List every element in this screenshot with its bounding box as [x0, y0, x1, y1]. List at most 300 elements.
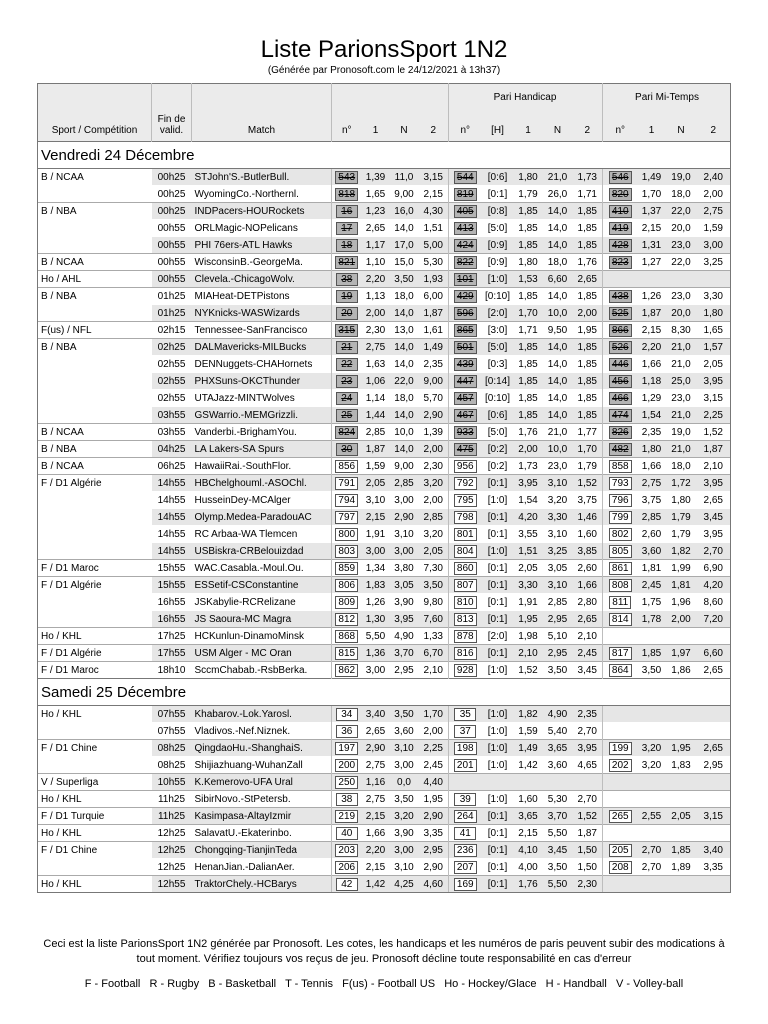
halftime-odd-n: 23,0	[666, 390, 697, 407]
handicap-number	[449, 526, 482, 543]
match-cell: Khabarov.-Lok.Yarosl.	[192, 706, 332, 723]
halftime-odd-1: 2,45	[638, 577, 666, 594]
table-row	[38, 305, 731, 322]
header-h-n: N	[543, 84, 573, 142]
table-row	[38, 424, 731, 441]
odd-2: 4,40	[419, 774, 449, 791]
halftime-odd-1: 3,50	[638, 662, 666, 679]
halftime-odd-2: 3,95	[697, 526, 731, 543]
handicap-odd-1: 1,85	[514, 390, 543, 407]
bet-number	[332, 662, 362, 679]
halftime-odd-n: 20,0	[666, 220, 697, 237]
handicap-odd-n: 21,0	[543, 169, 573, 186]
handicap-odd-n: 10,0	[543, 441, 573, 458]
handicap-odd-n: 14,0	[543, 203, 573, 220]
odd-2: 2,35	[419, 356, 449, 373]
handicap-number-box: 819	[454, 188, 477, 201]
handicap-odd-2: 1,85	[573, 390, 603, 407]
handicap-number	[449, 740, 482, 757]
handicap-number-box: 792	[454, 477, 477, 490]
odd-n: 3,90	[390, 825, 419, 842]
bet-number	[332, 740, 362, 757]
bet-number	[332, 645, 362, 662]
halftime-odd-n: 1,85	[666, 842, 697, 859]
handicap-odd-n: 5,40	[543, 723, 573, 740]
odd-2: 3,20	[419, 526, 449, 543]
header-h-two: 2	[573, 84, 603, 142]
sport-cell: F / D1 Algérie	[38, 475, 152, 492]
handicap-odd-1: 1,85	[514, 407, 543, 424]
time-cell: 02h25	[152, 339, 192, 356]
halftime-odd-1: 1,78	[638, 611, 666, 628]
halftime-odd-2	[697, 791, 731, 808]
halftime-odd-n: 1,80	[666, 492, 697, 509]
halftime-number	[603, 859, 638, 876]
handicap-value: [1:0]	[482, 740, 514, 757]
odd-2: 9,00	[419, 373, 449, 390]
handicap-odd-1	[514, 774, 543, 791]
halftime-odd-n: 1,72	[666, 475, 697, 492]
sport-cell	[38, 373, 152, 390]
handicap-number	[449, 842, 482, 859]
handicap-number-box: 475	[454, 443, 477, 456]
handicap-value: [0:2]	[482, 441, 514, 458]
handicap-odd-2: 1,85	[573, 237, 603, 254]
odd-n: 17,0	[390, 237, 419, 254]
handicap-number	[449, 492, 482, 509]
match-cell: SalavatU.-Ekaterinbo.	[192, 825, 332, 842]
halftime-number-box: 546	[609, 171, 632, 184]
time-cell: 12h25	[152, 825, 192, 842]
match-cell: PHI 76ers-ATL Hawks	[192, 237, 332, 254]
handicap-number-box: 201	[454, 759, 477, 772]
time-cell: 18h10	[152, 662, 192, 679]
match-cell: QingdaoHu.-ShanghaiS.	[192, 740, 332, 757]
time-cell: 17h55	[152, 645, 192, 662]
handicap-value: [0:10]	[482, 288, 514, 305]
handicap-number-box: 457	[454, 392, 477, 405]
bet-number-box: 17	[336, 222, 358, 235]
handicap-odd-2: 1,60	[573, 526, 603, 543]
handicap-number-box: 810	[454, 596, 477, 609]
time-cell: 08h25	[152, 740, 192, 757]
halftime-odd-n	[666, 791, 697, 808]
time-cell: 03h55	[152, 424, 192, 441]
odd-n: 3,90	[390, 594, 419, 611]
handicap-number	[449, 645, 482, 662]
sport-cell	[38, 723, 152, 740]
halftime-odd-2	[697, 723, 731, 740]
handicap-odd-1: 1,49	[514, 740, 543, 757]
odd-2: 1,51	[419, 220, 449, 237]
halftime-odd-n: 1,81	[666, 577, 697, 594]
sport-cell: F / D1 Maroc	[38, 662, 152, 679]
header-sport: Sport / Compétition	[38, 84, 152, 142]
halftime-odd-n: 23,0	[666, 237, 697, 254]
halftime-number	[603, 237, 638, 254]
halftime-number	[603, 169, 638, 186]
handicap-odd-1: 1,80	[514, 169, 543, 186]
page-subtitle: (Générée par Pronosoft.com le 24/12/2021 à 13h37)	[267, 65, 501, 76]
halftime-odd-1: 3,20	[638, 757, 666, 774]
handicap-value: [0:14]	[482, 373, 514, 390]
halftime-number	[603, 740, 638, 757]
handicap-number	[449, 859, 482, 876]
handicap-odd-1: 3,65	[514, 808, 543, 825]
bet-number	[332, 757, 362, 774]
halftime-number-box: 466	[609, 392, 632, 405]
sport-cell	[38, 492, 152, 509]
handicap-number	[449, 594, 482, 611]
handicap-value: [0:9]	[482, 237, 514, 254]
halftime-odd-n: 20,0	[666, 305, 697, 322]
bet-number-box: 856	[335, 460, 358, 473]
halftime-number-box: 202	[609, 759, 632, 772]
match-cell: Kasimpasa-AltayIzmir	[192, 808, 332, 825]
halftime-number-box: 820	[609, 188, 632, 201]
match-cell: USBiskra-CRBelouizdad	[192, 543, 332, 560]
handicap-value: [0:1]	[482, 808, 514, 825]
bet-number-box: 200	[335, 759, 358, 772]
odd-1: 2,00	[362, 305, 390, 322]
halftime-number-box: 525	[609, 307, 632, 320]
header-mt-one: 1	[638, 84, 666, 142]
table-row	[38, 876, 731, 893]
halftime-odd-n: 1,79	[666, 509, 697, 526]
halftime-number	[603, 220, 638, 237]
handicap-odd-n: 3,70	[543, 808, 573, 825]
bet-number-box: 806	[335, 579, 358, 592]
handicap-number	[449, 876, 482, 893]
handicap-odd-1: 1,98	[514, 628, 543, 645]
handicap-odd-2: 3,85	[573, 543, 603, 560]
handicap-odd-n: 3,50	[543, 859, 573, 876]
handicap-odd-n: 2,95	[543, 611, 573, 628]
odd-n: 14,0	[390, 339, 419, 356]
halftime-odd-2: 3,00	[697, 237, 731, 254]
handicap-number-box: 207	[454, 861, 477, 874]
halftime-number	[603, 356, 638, 373]
halftime-odd-2: 6,60	[697, 645, 731, 662]
bet-number-box: 794	[335, 494, 358, 507]
halftime-odd-1: 1,37	[638, 203, 666, 220]
table-row	[38, 373, 731, 390]
table-row	[38, 628, 731, 645]
disclaimer: Ceci est la liste ParionsSport 1N2 générée par Pronosoft. Les cotes, les handicaps et les numéros de paris peuvent subir des modications à tout moment. Vérifiez toujours vos reçus de jeu. Pronosoft décline toute responsabilité en cas d'erreur	[43, 938, 725, 965]
halftime-odd-2: 2,70	[697, 543, 731, 560]
handicap-odd-n: 3,30	[543, 509, 573, 526]
halftime-odd-1: 2,20	[638, 339, 666, 356]
handicap-number-box: 37	[454, 725, 476, 738]
handicap-odd-1: 1,85	[514, 356, 543, 373]
halftime-number-box: 410	[609, 205, 632, 218]
handicap-number	[449, 441, 482, 458]
bet-number-box: 791	[335, 477, 358, 490]
handicap-odd-n: 3,10	[543, 526, 573, 543]
handicap-odd-1: 1,85	[514, 203, 543, 220]
halftime-number	[603, 876, 638, 893]
sport-cell: F / D1 Algérie	[38, 577, 152, 594]
bet-number-box: 24	[336, 392, 358, 405]
handicap-number-box: 39	[454, 793, 476, 806]
bet-number	[332, 526, 362, 543]
halftime-odd-n: 22,0	[666, 254, 697, 271]
bet-number	[332, 271, 362, 288]
handicap-value	[482, 774, 514, 791]
sport-cell: Ho / KHL	[38, 825, 152, 842]
handicap-odd-n: 23,0	[543, 458, 573, 475]
handicap-odd-1: 1,95	[514, 611, 543, 628]
header-row	[38, 84, 731, 142]
bet-number-box: 36	[336, 725, 358, 738]
sport-cell: B / NCAA	[38, 424, 152, 441]
handicap-odd-n: 18,0	[543, 254, 573, 271]
handicap-odd-1: 4,20	[514, 509, 543, 526]
header-match: Match	[192, 84, 332, 142]
time-cell: 00h55	[152, 220, 192, 237]
bet-number	[332, 577, 362, 594]
time-cell: 15h55	[152, 560, 192, 577]
halftime-odd-1: 1,85	[638, 645, 666, 662]
halftime-number-box: 796	[609, 494, 632, 507]
handicap-odd-n: 14,0	[543, 407, 573, 424]
time-cell: 16h55	[152, 594, 192, 611]
halftime-odd-2: 3,25	[697, 254, 731, 271]
table-row	[38, 407, 731, 424]
table-row	[38, 791, 731, 808]
odd-n: 3,60	[390, 723, 419, 740]
halftime-number	[603, 645, 638, 662]
sport-cell: B / NCAA	[38, 254, 152, 271]
handicap-odd-2: 2,70	[573, 791, 603, 808]
handicap-value: [0:6]	[482, 169, 514, 186]
handicap-odd-2: 1,50	[573, 859, 603, 876]
halftime-odd-2: 2,00	[697, 186, 731, 203]
header-one: 1	[362, 84, 390, 142]
handicap-value: [1:0]	[482, 492, 514, 509]
odd-1: 2,90	[362, 740, 390, 757]
bet-number-box: 30	[336, 443, 358, 456]
table-row	[38, 186, 731, 203]
sport-cell: F / D1 Algérie	[38, 645, 152, 662]
handicap-number-box: 798	[454, 511, 477, 524]
handicap-value: [0:1]	[482, 645, 514, 662]
odd-2: 1,39	[419, 424, 449, 441]
handicap-odd-n: 3,10	[543, 475, 573, 492]
bet-number	[332, 356, 362, 373]
table-row	[38, 662, 731, 679]
odd-1: 1,14	[362, 390, 390, 407]
halftime-odd-2: 2,10	[697, 458, 731, 475]
halftime-number-box: 265	[609, 810, 632, 823]
match-cell: Tennessee-SanFrancisco	[192, 322, 332, 339]
odd-n: 14,0	[390, 305, 419, 322]
bet-number	[332, 237, 362, 254]
sport-cell	[38, 594, 152, 611]
mt-group-label: Pari Mi-Temps	[635, 92, 699, 103]
match-cell: MIAHeat-DETPistons	[192, 288, 332, 305]
table-row	[38, 611, 731, 628]
sport-cell: B / NBA	[38, 339, 152, 356]
handicap-value: [2:0]	[482, 305, 514, 322]
table-row	[38, 203, 731, 220]
bet-number	[332, 842, 362, 859]
odd-2: 5,00	[419, 237, 449, 254]
time-cell: 14h55	[152, 475, 192, 492]
halftime-odd-n: 21,0	[666, 339, 697, 356]
halftime-odd-1: 1,54	[638, 407, 666, 424]
handicap-number	[449, 757, 482, 774]
bet-number-box: 42	[336, 878, 358, 891]
handicap-odd-n: 14,0	[543, 237, 573, 254]
halftime-odd-n	[666, 706, 697, 723]
sport-cell: Ho / KHL	[38, 791, 152, 808]
handicap-odd-1: 1,53	[514, 271, 543, 288]
halftime-number-box: 482	[609, 443, 632, 456]
odd-2: 5,30	[419, 254, 449, 271]
handicap-value: [1:0]	[482, 662, 514, 679]
table-row	[38, 808, 731, 825]
bet-number-box: 809	[335, 596, 358, 609]
handicap-value: [0:1]	[482, 859, 514, 876]
match-cell: SccmChabab.-RsbBerka.	[192, 662, 332, 679]
handicap-number	[449, 791, 482, 808]
time-cell: 00h55	[152, 237, 192, 254]
sport-cell: B / NBA	[38, 441, 152, 458]
halftime-odd-1: 1,81	[638, 560, 666, 577]
halftime-odd-1	[638, 791, 666, 808]
bet-number	[332, 611, 362, 628]
bet-number	[332, 288, 362, 305]
bet-number	[332, 628, 362, 645]
bet-number-box: 818	[335, 188, 358, 201]
sport-cell: F(us) / NFL	[38, 322, 152, 339]
halftime-number	[603, 305, 638, 322]
match-cell: Vanderbi.-BrighamYou.	[192, 424, 332, 441]
sport-cell	[38, 407, 152, 424]
handicap-value: [1:0]	[482, 791, 514, 808]
halftime-odd-2: 1,57	[697, 339, 731, 356]
halftime-odd-1: 1,18	[638, 373, 666, 390]
halftime-odd-n	[666, 628, 697, 645]
bet-number-box: 219	[335, 810, 358, 823]
handicap-value: [1:0]	[482, 543, 514, 560]
match-cell: USM Alger - MC Oran	[192, 645, 332, 662]
halftime-odd-1: 3,60	[638, 543, 666, 560]
bet-number	[332, 723, 362, 740]
bet-number-box: 20	[336, 307, 358, 320]
match-cell: STJohn'S.-ButlerBull.	[192, 169, 332, 186]
halftime-number-box: 446	[609, 358, 632, 371]
sport-cell: B / NCAA	[38, 458, 152, 475]
handicap-odd-2: 1,50	[573, 842, 603, 859]
odd-1: 5,50	[362, 628, 390, 645]
odd-n: 3,10	[390, 740, 419, 757]
halftime-odd-2: 3,35	[697, 859, 731, 876]
bet-number-box: 815	[335, 647, 358, 660]
halftime-number	[603, 288, 638, 305]
odd-1: 1,23	[362, 203, 390, 220]
handicap-odd-n: 2,85	[543, 594, 573, 611]
halftime-odd-2: 4,20	[697, 577, 731, 594]
match-cell: WAC.Casabla.-Moul.Ou.	[192, 560, 332, 577]
handicap-odd-2: 1,85	[573, 288, 603, 305]
bet-number	[332, 509, 362, 526]
halftime-odd-1: 1,87	[638, 305, 666, 322]
odd-n: 3,50	[390, 706, 419, 723]
sport-cell: B / NBA	[38, 203, 152, 220]
table-row	[38, 543, 731, 560]
halftime-number	[603, 254, 638, 271]
halftime-odd-2: 7,20	[697, 611, 731, 628]
bet-number	[332, 475, 362, 492]
halftime-number	[603, 594, 638, 611]
odd-2: 2,45	[419, 757, 449, 774]
halftime-number	[603, 390, 638, 407]
odd-n: 3,20	[390, 808, 419, 825]
odd-n: 9,00	[390, 186, 419, 203]
bet-number-box: 315	[335, 324, 358, 337]
handicap-value: [0:1]	[482, 594, 514, 611]
halftime-odd-2: 2,65	[697, 740, 731, 757]
halftime-odd-n	[666, 876, 697, 893]
handicap-value: [5:0]	[482, 424, 514, 441]
handicap-odd-1: 1,54	[514, 492, 543, 509]
handicap-odd-n: 6,60	[543, 271, 573, 288]
handicap-number-box: 801	[454, 528, 477, 541]
table-row	[38, 825, 731, 842]
handicap-number	[449, 577, 482, 594]
handicap-odd-1: 1,91	[514, 594, 543, 611]
match-cell: ESSetif-CSConstantine	[192, 577, 332, 594]
handicap-odd-1: 1,73	[514, 458, 543, 475]
time-cell: 17h25	[152, 628, 192, 645]
table-row	[38, 441, 731, 458]
handicap-number-box: 439	[454, 358, 477, 371]
bet-number	[332, 169, 362, 186]
bet-number-box: 543	[335, 171, 358, 184]
sport-cell: F / D1 Turquie	[38, 808, 152, 825]
match-cell: Chongqing-TianjinTeda	[192, 842, 332, 859]
handicap-number-box: 596	[454, 307, 477, 320]
handicap-number	[449, 322, 482, 339]
handicap-number	[449, 560, 482, 577]
handicap-number	[449, 305, 482, 322]
odd-1: 2,30	[362, 322, 390, 339]
odd-1: 1,42	[362, 876, 390, 893]
halftime-number	[603, 526, 638, 543]
halftime-odd-1: 2,70	[638, 859, 666, 876]
halftime-number	[603, 407, 638, 424]
halftime-odd-n	[666, 774, 697, 791]
handicap-value: [5:0]	[482, 220, 514, 237]
handicap-value: [1:0]	[482, 706, 514, 723]
handicap-odd-n: 14,0	[543, 373, 573, 390]
handicap-odd-1: 3,55	[514, 526, 543, 543]
handicap-number	[449, 808, 482, 825]
handicap-value: [0:1]	[482, 611, 514, 628]
bet-number-box: 38	[336, 793, 358, 806]
sport-cell	[38, 305, 152, 322]
handicap-odd-2: 4,65	[573, 757, 603, 774]
halftime-number-box: 826	[609, 426, 632, 439]
odd-1: 2,85	[362, 424, 390, 441]
halftime-odd-2: 8,60	[697, 594, 731, 611]
halftime-odd-1	[638, 825, 666, 842]
handicap-number-box: 101	[454, 273, 477, 286]
odd-2: 2,90	[419, 407, 449, 424]
bet-number-box: 800	[335, 528, 358, 541]
